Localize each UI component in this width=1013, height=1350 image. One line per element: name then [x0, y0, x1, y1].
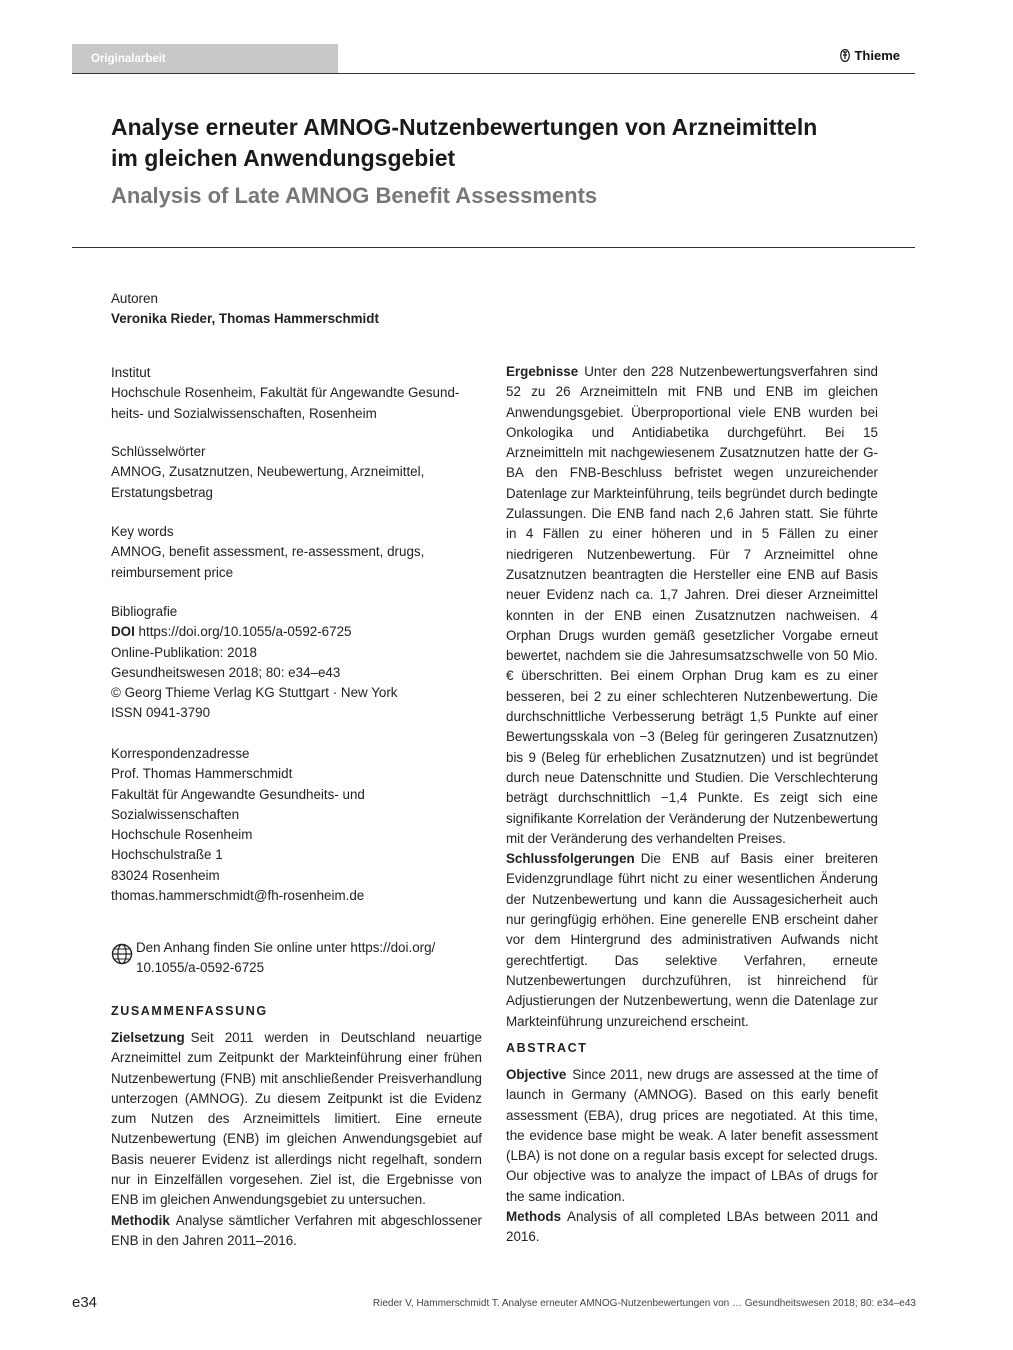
zusammenfassung-right: [506, 362, 878, 1032]
thieme-logo-icon: [840, 49, 850, 62]
authors-block: [111, 289, 481, 330]
keywords-en-line: reimbursement price: [111, 564, 234, 580]
schluss-paragraph: [506, 849, 878, 1032]
bibliography-block: [111, 602, 481, 724]
correspondence-line: Hochschulstraße 1: [111, 847, 223, 863]
ergebnisse-paragraph: [506, 362, 878, 849]
zusammenfassung-heading: ZUSAMMENFASSUNG: [111, 1004, 268, 1018]
methods-paragraph: [506, 1207, 878, 1248]
bibliography-line: © Georg Thieme Verlag KG Stuttgart · New York: [111, 685, 398, 701]
schluss-label: Schlussfolgerungen: [506, 851, 635, 867]
zielsetzung-label: Zielsetzung: [111, 1030, 185, 1045]
keywords-de-label: Schlüsselwörter: [111, 444, 206, 459]
correspondence-line: Hochschule Rosenheim: [111, 827, 253, 843]
objective-label: Objective: [506, 1067, 567, 1082]
appendix-text: [136, 938, 435, 979]
methods-text: Analysis of all completed LBAs between 2011 and 2016.: [506, 1209, 878, 1245]
institute-block: [111, 363, 481, 424]
article-title: [111, 112, 901, 174]
title-line-2: im gleichen Anwendungsgebiet: [111, 145, 456, 171]
doi-link[interactable]: https://doi.org/10.1055/a-0592-6725: [138, 624, 352, 640]
methodik-paragraph: [111, 1211, 482, 1252]
schluss-text: Die ENB auf Basis einer breiteren Evidenzgrundlage führt nicht zu einer wesentlichen Änderung der Nutzenbewertung und kann die Aussagesicherheit auch nur geringfügig erhöhen. Eine generelle ENB erscheint daher vor dem Hintergrund des administrativen Aufwands nicht gerechtfertigt. Das selektive Verfahren, erneute Nutzenbewertungen durchzuführen, ist hinreichend für Adjustierungen der Nutzenbewertung, wenn die Datenlage zur Markteinführung unzureichend erscheint.: [506, 851, 878, 1029]
title-line-1: Analyse erneuter AMNOG-Nutzenbewertungen von Arzneimitteln: [111, 114, 818, 140]
publisher-name: Thieme: [854, 48, 900, 63]
article-type-tag: Originalarbeit: [72, 44, 338, 74]
appendix-note: [111, 938, 481, 979]
keywords-en-label: Key words: [111, 524, 174, 539]
authors-label: Autoren: [111, 291, 158, 306]
keywords-de-block: [111, 442, 481, 503]
institute-label: Institut: [111, 365, 151, 380]
methodik-text: Analyse sämtlicher Verfahren mit abgeschlossener ENB in den Jahren 2011–2016.: [111, 1212, 482, 1248]
header-rule: [72, 73, 915, 74]
methods-label: Methods: [506, 1209, 562, 1225]
keywords-en-line: AMNOG, benefit assessment, re-assessment, drugs,: [111, 544, 425, 560]
ergebnisse-text: Unter den 228 Nutzenbewertungsverfahren sind 52 zu 26 Arzneimitteln mit FNB und ENB im gleichen Anwendungsgebiet. Überproportional viele ENB wurden bei Onkologika und Antidiabetika durchgeführt. Bei 15 Arzneimitteln mit nachgewiesenem Zusatznutzen hatte der G-BA den FNB-Beschluss befristet wegen unzureichender Datenlage zur Markteinführung, teils begründet durch bedingte Zulassungen. Die ENB fand nach 2,6 Jahren statt. Sie führte in 4 Fällen zu einer höheren und in 5 Fällen zu einer niedrigeren Nutzenbewertung. Für 7 Arzneimittel ohne Zusatznutzen beantragten die Hersteller eine ENB auf Basis neuer Evidenz nach ca. 1,7 Jahren. Drei dieser Arzneimittel konnten in der ENB einen Zusatznutzen nachweisen. 4 Orphan Drugs wurden gemäß gesetzlicher Vorgabe erneut bewertet, nachdem sie die Jahresumsatzschwelle von 50 Mio. € überschritten. Bei einem Orphan Drug kam es zu einer besseren, bei 2 zu einer schlechteren Nutzenbewertung. Die durchschnittliche Verbesserung beträgt 1,5 Punkte auf einer Bewertungsskala von −3 (Beleg für geringeren Zusatznutzen) bis 9 (Beleg für erheblichen Zusatznutzen) und ist begründet durch neue Datenschnitte und Studien. Die Verschlechterung beträgt durchschnittlich −1,4 Punkte. Es zeigt sich eine signifikante Korrelation der Veränderung der Nutzenbewertung mit der Veränderung des verhandelten Preises.: [506, 364, 878, 846]
publisher-logo: [840, 48, 900, 63]
authors-names: Veronika Rieder, Thomas Hammerschmidt: [111, 311, 379, 327]
bibliography-label: Bibliografie: [111, 604, 178, 619]
correspondence-email[interactable]: thomas.hammerschmidt@fh-rosenheim.de: [111, 888, 365, 904]
doi-row: [111, 622, 481, 642]
page-number: e34: [72, 1294, 98, 1311]
correspondence-block: [111, 744, 481, 906]
keywords-de-line: Erstatungsbetrag: [111, 484, 213, 500]
ergebnisse-label: Ergebnisse: [506, 364, 579, 379]
correspondence-line: 83024 Rosenheim: [111, 867, 220, 883]
appendix-link[interactable]: 10.1055/a-0592-6725: [136, 960, 265, 976]
objective-paragraph: [506, 1065, 878, 1207]
zielsetzung-paragraph: [111, 1028, 482, 1211]
keywords-de-line: AMNOG, Zusatznutzen, Neubewertung, Arzneimittel,: [111, 464, 425, 480]
keywords-en-block: [111, 522, 481, 583]
correspondence-line: Prof. Thomas Hammerschmidt: [111, 766, 293, 782]
correspondence-label: Korrespondenzadresse: [111, 746, 250, 761]
correspondence-line: Fakultät für Angewandte Gesundheits- und: [111, 786, 365, 802]
globe-icon: [111, 943, 133, 965]
title-rule: [72, 247, 915, 248]
objective-text: Since 2011, new drugs are assessed at the time of launch in Germany (AMNOG). Based on this early benefit assessment (EBA), drug prices are negotiated. At this time, the evidence base might be weak. A later benefit assessment (LBA) is not done on a regular basis except for selected drugs. Our objective was to analyze the impact of LBAs of drugs for the same indication.: [506, 1067, 878, 1204]
correspondence-line: Sozialwissenschaften: [111, 806, 240, 822]
doi-label: DOI: [111, 624, 135, 640]
bibliography-line: ISSN 0941-3790: [111, 705, 211, 721]
zielsetzung-text: Seit 2011 werden in Deutschland neuartige Arzneimittel zum Zeitpunkt der Markteinführung einer frühen Nutzenbewertung (FNB) mit anschließender Preisverhandlung unterzogen (AMNOG). Zu diesem Zeitpunkt ist die Evidenz zum Nutzen des Arzneimittels limitiert. Eine erneute Nutzenbewertung (ENB) im gleichen Anwendungsgebiet auf Basis neuerer Evidenz ist allerdings nicht regelhaft, sondern nur in Einzelfällen vorgesehen. Ziel ist, die Ergebnisse von ENB im gleichen Anwendungsgebiet zu untersuchen.: [111, 1030, 482, 1208]
methodik-label: Methodik: [111, 1212, 170, 1228]
institute-line: heits- und Sozialwissenschaften, Rosenheim: [111, 405, 377, 421]
article-subtitle: Analysis of Late AMNOG Benefit Assessments: [111, 183, 598, 208]
bibliography-line: Online-Publikation: 2018: [111, 644, 257, 660]
abstract-heading: ABSTRACT: [506, 1041, 588, 1055]
zusammenfassung-left: [111, 1028, 482, 1251]
abstract-body: [506, 1065, 878, 1248]
institute-line: Hochschule Rosenheim, Fakultät für Angewandte Gesund-: [111, 385, 460, 401]
appendix-line: Den Anhang finden Sie online unter https://doi.org/: [136, 940, 436, 955]
bibliography-line: Gesundheitswesen 2018; 80: e34–e43: [111, 664, 341, 680]
footer-citation: Rieder V, Hammerschmidt T. Analyse erneuter AMNOG-Nutzenbewertungen von … Gesundheitswesen 2018; 80: e34–e43: [372, 1298, 916, 1309]
